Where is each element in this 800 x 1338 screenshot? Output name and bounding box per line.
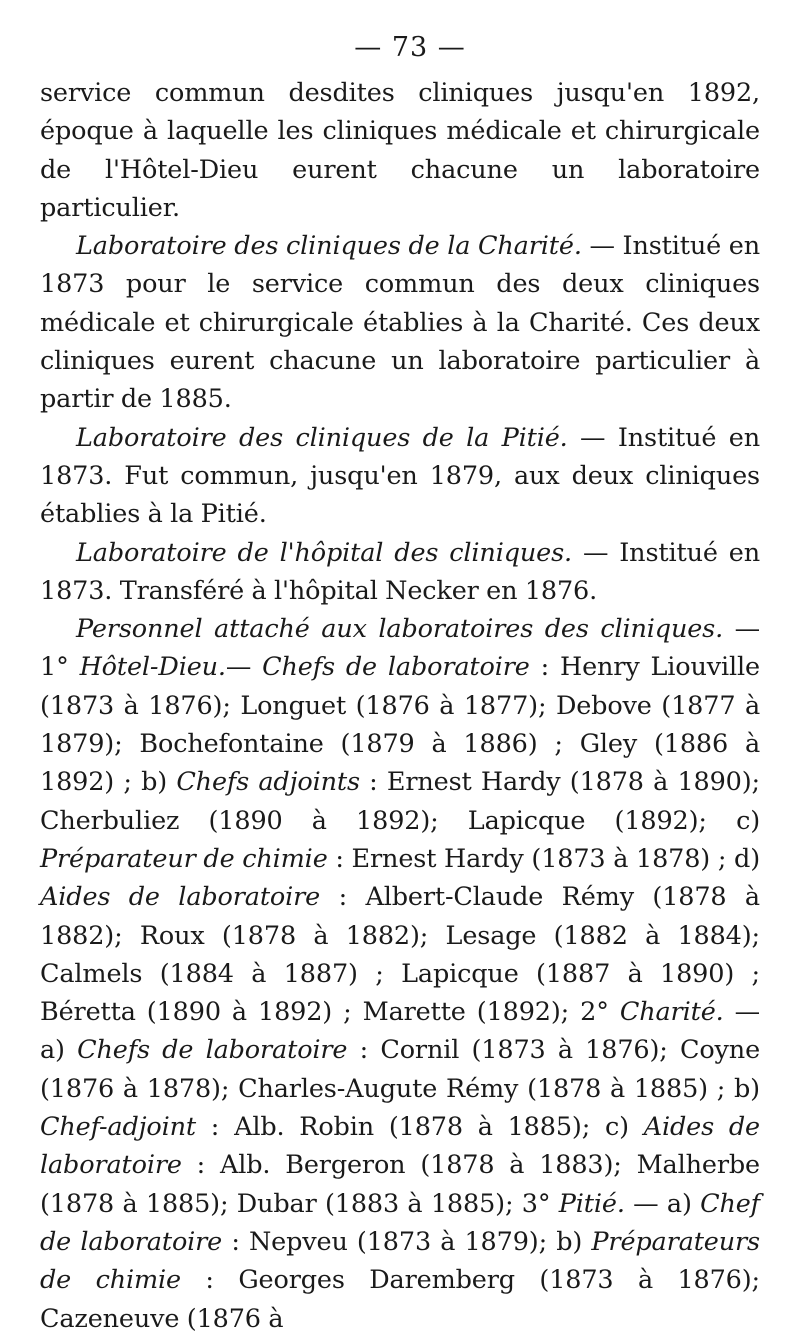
italic-text-run: Aides de laboratoire [40, 1112, 760, 1181]
paragraph [40, 419, 760, 534]
italic-text-run: Chefs de laboratoire [77, 1035, 348, 1066]
italic-text-run: Chefs de laboratoire [262, 652, 530, 683]
italic-text-run: Laboratoire de l'hôpital des cliniques. [76, 537, 572, 568]
text-run: — a) [624, 1188, 701, 1219]
text-run: : Albert-Claude Rémy (1878 à 1882); Roux (1878 à 1882); Lesage (1882 à 1884); Calmels (1884 à 1887) ; Lapicque (1887 à 1890) ; Béretta (1890 à 1892) ; Marette (1892); 2° [40, 882, 760, 1028]
paragraph [40, 610, 760, 1338]
text-run: — [225, 652, 263, 683]
text-run: — Institué en 1873. Fut commun, jusqu'en 1879, aux deux cliniques établies à la Pitié. [40, 422, 760, 530]
paragraph [40, 534, 760, 611]
text-run: : Nepveu (1873 à 1879); b) [222, 1226, 592, 1257]
italic-text-run: Laboratoire des cliniques de la Charité. [76, 231, 582, 262]
italic-text-run: Préparateurs de chimie [40, 1226, 760, 1296]
paragraph [40, 74, 760, 227]
italic-text-run: Hôtel-Dieu. [79, 652, 226, 683]
text-run: : Henry Liouville (1873 à 1876); Longuet (1876 à 1877); Debove (1877 à 1879); Bochefontaine (1879 à 1886) ; Gley (1886 à 1892) ; b) [40, 652, 760, 798]
text-run: : Alb. Robin (1878 à 1885); c) [195, 1112, 644, 1143]
text-run: service commun desdites cliniques jusqu'en 1892, époque à laquelle les cliniques médicale et chirurgicale de l'Hôtel-Dieu eurent chacune un laboratoire particulier. [40, 78, 760, 223]
text-run: : Cornil (1873 à 1876); Coyne (1876 à 1878); Charles-Augute Rémy (1878 à 1885) ; b) [40, 1035, 761, 1104]
text-run: : Georges Daremberg (1873 à 1876); Cazeneuve (1876 à [40, 1265, 760, 1334]
italic-text-run: Chef-adjoint [40, 1112, 196, 1143]
text-run: : Alb. Bergeron (1878 à 1883); Malherbe (1878 à 1885); Dubar (1883 à 1885); 3° [40, 1150, 760, 1219]
text-run: — Institué en 1873 pour le service commun des deux cliniques médicale et chirurgicale établies à la Charité. Ces deux cliniques eurent chacune un laboratoire particulier à partir de 1885. [40, 231, 760, 415]
text-run: — Institué en 1873. Transféré à l'hôpital Necker en 1876. [40, 537, 760, 606]
text-run: — 1° [40, 614, 760, 683]
italic-text-run: Chefs adjoints [176, 767, 360, 798]
page-number: — 73 — [354, 32, 466, 63]
italic-text-run: Pitié. [558, 1188, 625, 1219]
text-run: : Ernest Hardy (1873 à 1878) ; d) [327, 843, 760, 874]
paragraph [40, 227, 760, 418]
italic-text-run: Laboratoire des cliniques de la Pitié. [76, 422, 568, 453]
italic-text-run: Charité. [619, 997, 724, 1028]
text-run: — a) [40, 997, 760, 1066]
italic-text-run: Personnel attaché aux laboratoires des cliniques. [76, 614, 724, 645]
italic-text-run: Aides de laboratoire [40, 882, 321, 913]
body-text [40, 74, 760, 1338]
italic-text-run: Préparateur de chimie [40, 843, 328, 874]
italic-text-run: Chef de laboratoire [40, 1188, 760, 1257]
text-run: : Ernest Hardy (1878 à 1890); Cherbuliez (1890 à 1892); Lapicque (1892); c) [40, 767, 760, 836]
